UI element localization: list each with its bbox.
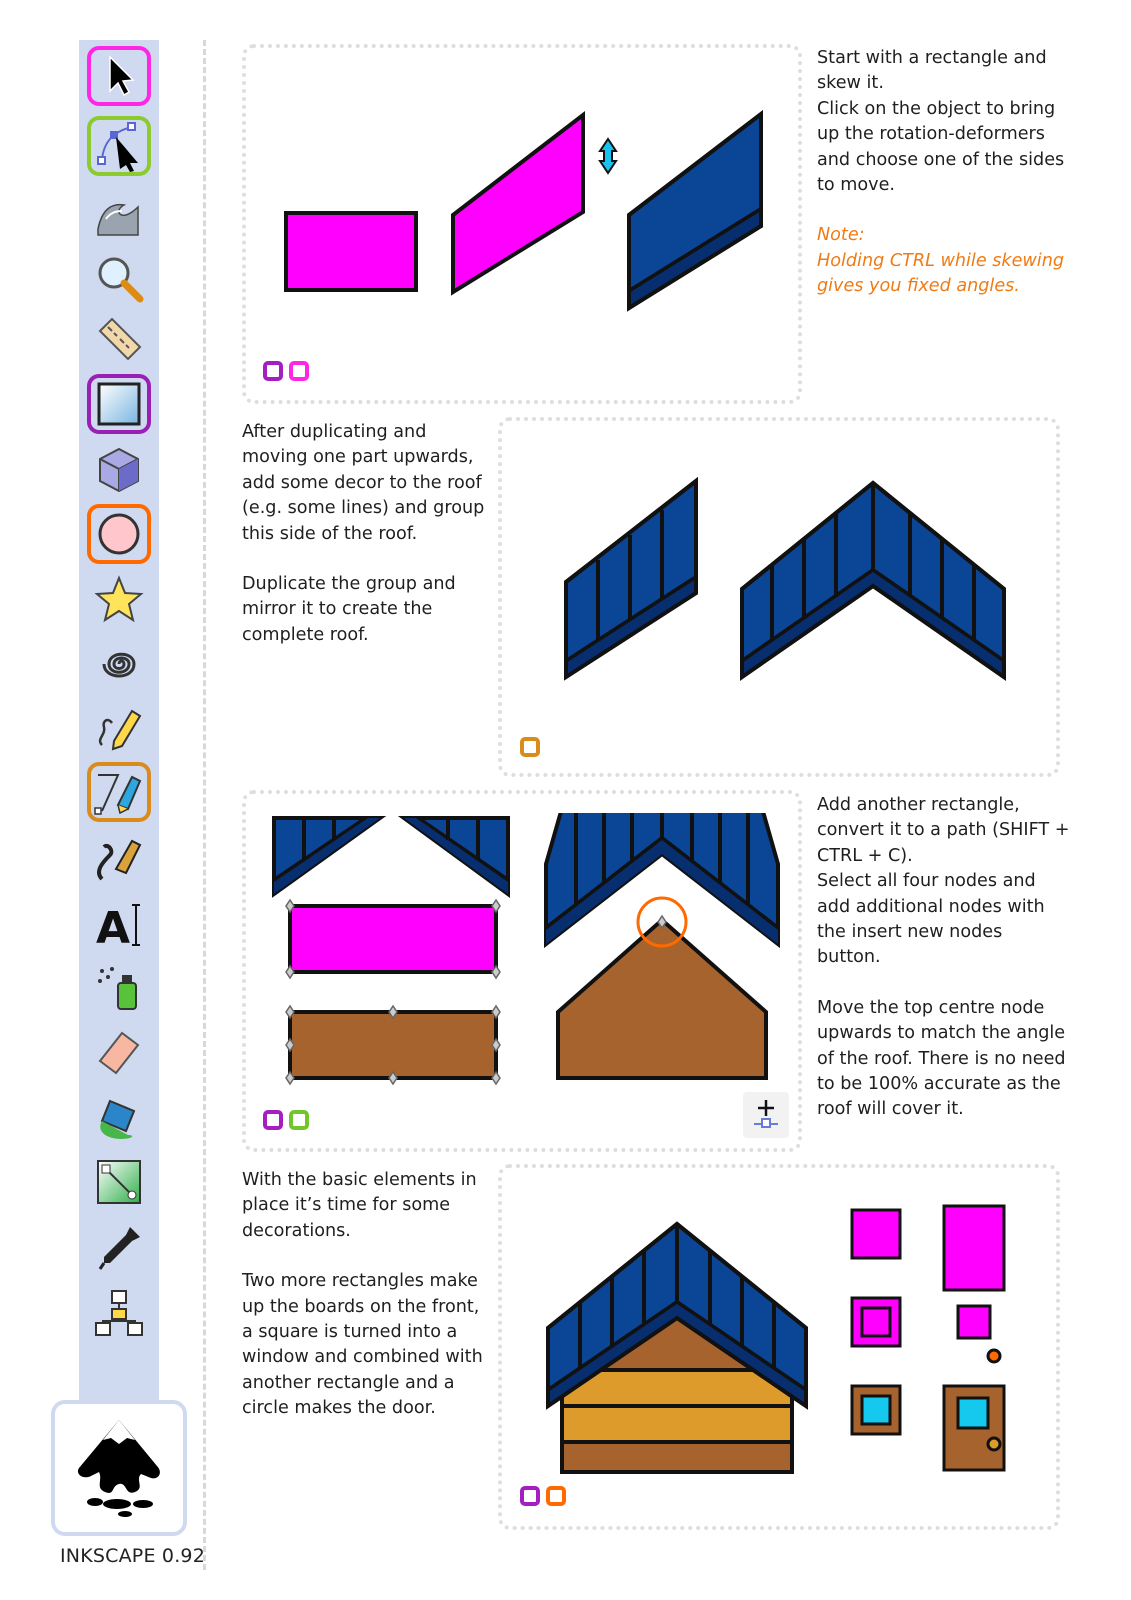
connector-icon xyxy=(92,1287,146,1341)
text-line: upwards to match the angle xyxy=(817,1023,1066,1044)
text-line: add some decor to the roof xyxy=(242,472,482,493)
text-line: (e.g. some lines) and group xyxy=(242,498,485,519)
step3-text xyxy=(817,793,1070,1123)
text-line: a square is turned into a xyxy=(242,1322,458,1343)
star-tool-button[interactable] xyxy=(87,570,151,630)
text-line: up the boards on the front, xyxy=(242,1296,480,1317)
text-line: place it’s time for some xyxy=(242,1195,451,1216)
rectangle-tool-marker xyxy=(265,363,281,379)
wave-tweak-icon xyxy=(92,185,146,239)
roof-fragment-right xyxy=(404,818,508,894)
eraser-tool-button[interactable] xyxy=(87,1022,151,1082)
brown-rectangle-with-nodes xyxy=(286,1006,500,1084)
measure-tool-button[interactable] xyxy=(87,310,151,370)
door-finished xyxy=(944,1386,1004,1470)
text-line: moving one part upwards, xyxy=(242,447,474,468)
dropper-tool-button[interactable] xyxy=(87,1218,151,1278)
step2-text xyxy=(242,420,484,648)
house-front-shape xyxy=(558,920,766,1078)
gradient-icon xyxy=(92,1155,146,1209)
3d-box-tool-button[interactable] xyxy=(87,440,151,500)
node-editor-icon xyxy=(92,119,146,173)
arrow-cursor-icon xyxy=(92,49,146,103)
text-line: the insert new nodes xyxy=(817,922,1003,943)
selector-tool-marker xyxy=(291,363,307,379)
door-knob-circle xyxy=(988,1350,1000,1362)
skew-handle-icon[interactable] xyxy=(600,139,616,173)
pen-tool-button[interactable] xyxy=(87,762,151,822)
ellipse-tool-button[interactable] xyxy=(87,504,151,564)
text-line: another rectangle and a xyxy=(242,1372,455,1393)
note-heading: Note: xyxy=(817,225,865,246)
text-line: complete roof. xyxy=(242,624,369,645)
selected-magenta-rectangle xyxy=(286,900,500,978)
text-line: skew it. xyxy=(817,73,884,94)
text-line: to move. xyxy=(817,175,895,196)
note-line: Holding CTRL while skewing xyxy=(817,250,1065,271)
text-line: Click on the object to bring xyxy=(817,98,1056,119)
window-finished xyxy=(852,1386,900,1434)
text-line: Add another rectangle, xyxy=(817,795,1020,815)
door-window-square xyxy=(958,1306,990,1338)
text-line: this side of the roof. xyxy=(242,523,418,544)
spray-tool-button[interactable] xyxy=(87,958,151,1018)
bezier-pen-icon xyxy=(92,765,146,819)
selector-tool-button[interactable] xyxy=(87,46,151,106)
node-tool-marker xyxy=(291,1112,307,1128)
inkscape-logo xyxy=(51,1400,187,1536)
single-roof-side xyxy=(566,481,696,677)
tweak-tool-button[interactable] xyxy=(87,182,151,242)
text-line: roof will cover it. xyxy=(817,1099,964,1120)
divider-line xyxy=(203,40,206,1570)
text-tool-button[interactable] xyxy=(87,894,151,954)
paint-bucket-icon xyxy=(92,1091,146,1145)
rectangle-tool-marker xyxy=(265,1112,281,1128)
plain-rectangle xyxy=(286,213,416,290)
rectangle-tool-marker xyxy=(522,1488,538,1504)
mirrored-roof xyxy=(742,483,1004,677)
rectangle-icon xyxy=(92,377,146,431)
node-tool-button[interactable] xyxy=(87,116,151,176)
step2-illustration-panel xyxy=(498,417,1060,777)
text-line: of the roof. There is no need xyxy=(817,1048,1066,1069)
text-line: Select all four nodes and xyxy=(817,871,1036,892)
inkscape-logo-icon xyxy=(55,1404,183,1532)
window-square xyxy=(852,1210,900,1258)
text-a-icon xyxy=(92,897,146,951)
step1-illustration-panel xyxy=(242,44,802,404)
paint-bucket-tool-button[interactable] xyxy=(87,1088,151,1148)
eyedropper-icon xyxy=(92,1221,146,1275)
note-line: gives you fixed angles. xyxy=(817,276,1020,297)
rectangle-tool-button[interactable] xyxy=(87,374,151,434)
step4-text xyxy=(242,1168,483,1422)
ellipse-tool-marker xyxy=(548,1488,564,1504)
front-board-top xyxy=(562,1370,792,1406)
3d-box-icon xyxy=(92,443,146,497)
text-line: to be 100% accurate as the xyxy=(817,1074,1061,1095)
text-line: CTRL + C). xyxy=(817,845,913,866)
text-line: decorations. xyxy=(242,1220,351,1241)
text-line: up the rotation-deformers xyxy=(817,124,1045,145)
insert-new-nodes-button[interactable] xyxy=(743,1092,789,1138)
text-line: window and combined with xyxy=(242,1347,483,1368)
text-line: button. xyxy=(817,947,881,968)
circle-icon xyxy=(92,507,146,561)
spiral-tool-button[interactable] xyxy=(87,634,151,694)
text-line: After duplicating and xyxy=(242,422,427,442)
finished-house xyxy=(548,1224,806,1472)
spray-can-icon xyxy=(92,961,146,1015)
text-line: With the basic elements in xyxy=(242,1170,477,1190)
skewed-rectangle xyxy=(453,115,583,292)
ruler-icon xyxy=(92,313,146,367)
step4-illustration-panel xyxy=(498,1164,1060,1530)
text-line: convert it to a path (SHIFT + xyxy=(817,820,1070,841)
text-line: Move the top centre node xyxy=(817,997,1045,1018)
eraser-icon xyxy=(92,1025,146,1079)
pencil-icon xyxy=(92,701,146,755)
step1-text xyxy=(817,46,1064,300)
text-line: Two more rectangles make xyxy=(242,1271,478,1292)
star-icon xyxy=(92,573,146,627)
roof-fragment-left xyxy=(274,818,380,894)
text-line: mirror it to create the xyxy=(242,599,433,620)
text-line: Start with a rectangle and xyxy=(817,48,1047,68)
gradient-tool-button[interactable] xyxy=(87,1152,151,1212)
connector-tool-button[interactable] xyxy=(87,1284,151,1344)
spiral-icon xyxy=(92,637,146,691)
window-framed-magenta xyxy=(852,1298,900,1346)
door-rectangle xyxy=(944,1206,1004,1290)
text-line: circle makes the door. xyxy=(242,1398,436,1419)
calligraphy-tool-button[interactable] xyxy=(87,828,151,888)
text-line: add additional nodes with xyxy=(817,896,1045,917)
text-line: Duplicate the group and xyxy=(242,574,456,595)
calligraphy-pen-icon xyxy=(92,831,146,885)
zoom-tool-button[interactable] xyxy=(87,248,151,308)
version-label: INKSCAPE 0.92 xyxy=(60,1545,206,1567)
svg-text:A: A xyxy=(96,903,131,951)
text-line: and choose one of the sides xyxy=(817,149,1065,170)
step3-illustration-panel xyxy=(242,790,802,1152)
front-board-bottom xyxy=(562,1406,792,1442)
pencil-tool-button[interactable] xyxy=(87,698,151,758)
magnifier-icon xyxy=(92,251,146,305)
pen-tool-marker xyxy=(522,739,538,755)
